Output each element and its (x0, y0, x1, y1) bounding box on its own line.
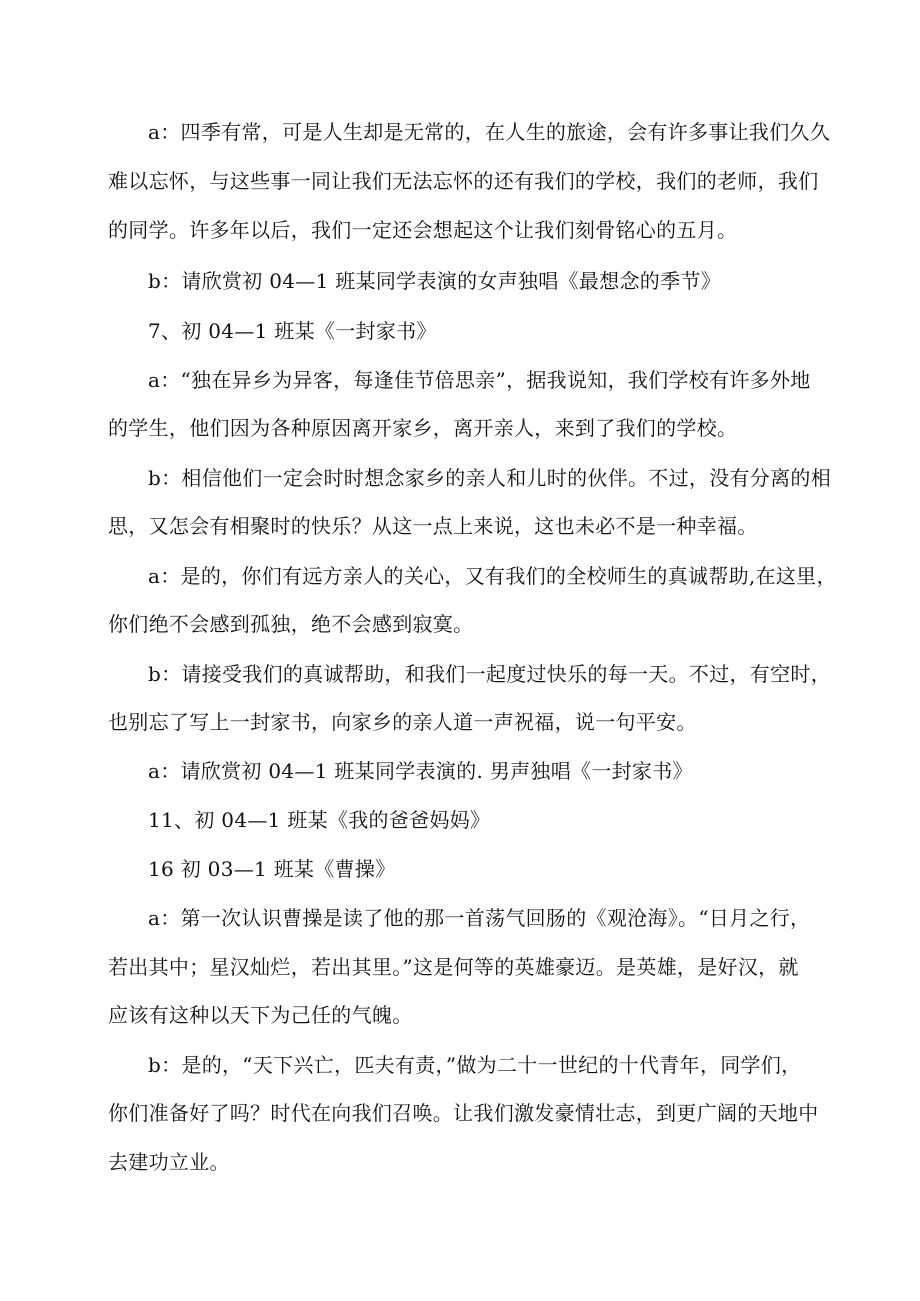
text-line: 16 初 03—1 班某《曹操》 (148, 857, 396, 881)
text-line: b：请欣赏初 04—1 班某同学表演的女声独唱《最想念的季节》 (148, 269, 721, 293)
text-line: 的同学。许多年以后，我们一定还会想起这个让我们刻骨铭心的五月。 (108, 218, 738, 242)
text-line: 7、初 04—1 班某《一封家书》 (148, 319, 437, 343)
text-line: 的学生，他们因为各种原因离开家乡，离开亲人，来到了我们的学校。 (108, 416, 738, 440)
text-line: b：请接受我们的真诚帮助，和我们一起度过快乐的每一天。不过，有空时， (148, 662, 832, 686)
text-line: b：相信他们一定会时时想念家乡的亲人和儿时的伙伴。不过，没有分离的相 (148, 466, 832, 490)
text-line: 若出其中；星汉灿烂，若出其里。”这是何等的英雄豪迈。是英雄，是好汉，就 (108, 955, 799, 979)
text-line: a：“独在异乡为异客，每逢佳节倍思亲”，据我说知，我们学校有许多外地 (148, 368, 811, 392)
text-line: a：是的，你们有远方亲人的关心，又有我们的全校师生的真诚帮助,在这里， (148, 564, 837, 588)
text-line: 应该有这种以天下为己任的气魄。 (108, 1003, 413, 1027)
text-line: 也别忘了写上一封家书，向家乡的亲人道一声祝福，说一句平安。 (108, 710, 697, 734)
text-line: a：四季有常，可是人生却是无常的，在人生的旅途，会有许多事让我们久久 (148, 120, 831, 144)
text-line: 去建功立业。 (108, 1150, 230, 1174)
text-line: b：是的，“天下兴亡，匹夫有责，”做为二十一世纪的十代青年，同学们， (148, 1053, 802, 1077)
text-line: 11、初 04—1 班某《我的爸爸妈妈》 (148, 808, 491, 832)
text-line: a：请欣赏初 04—1 班某同学表演的. 男声独唱《一封家书》 (148, 759, 693, 783)
text-line: a：第一次认识曹操是读了他的那一首荡气回肠的《观沧海》。“日月之行， (148, 906, 811, 930)
text-line: 难以忘怀，与这些事一同让我们无法忘怀的还有我们的学校，我们的老师，我们 (108, 169, 819, 193)
text-line: 思，又怎会有相聚时的快乐？从这一点上来说，这也未必不是一种幸福。 (108, 514, 758, 538)
text-line: 你们绝不会感到孤独，绝不会感到寂寞。 (108, 612, 474, 636)
text-line: 你们准备好了吗？时代在向我们召唤。让我们激发豪情壮志，到更广阔的天地中 (108, 1101, 819, 1125)
